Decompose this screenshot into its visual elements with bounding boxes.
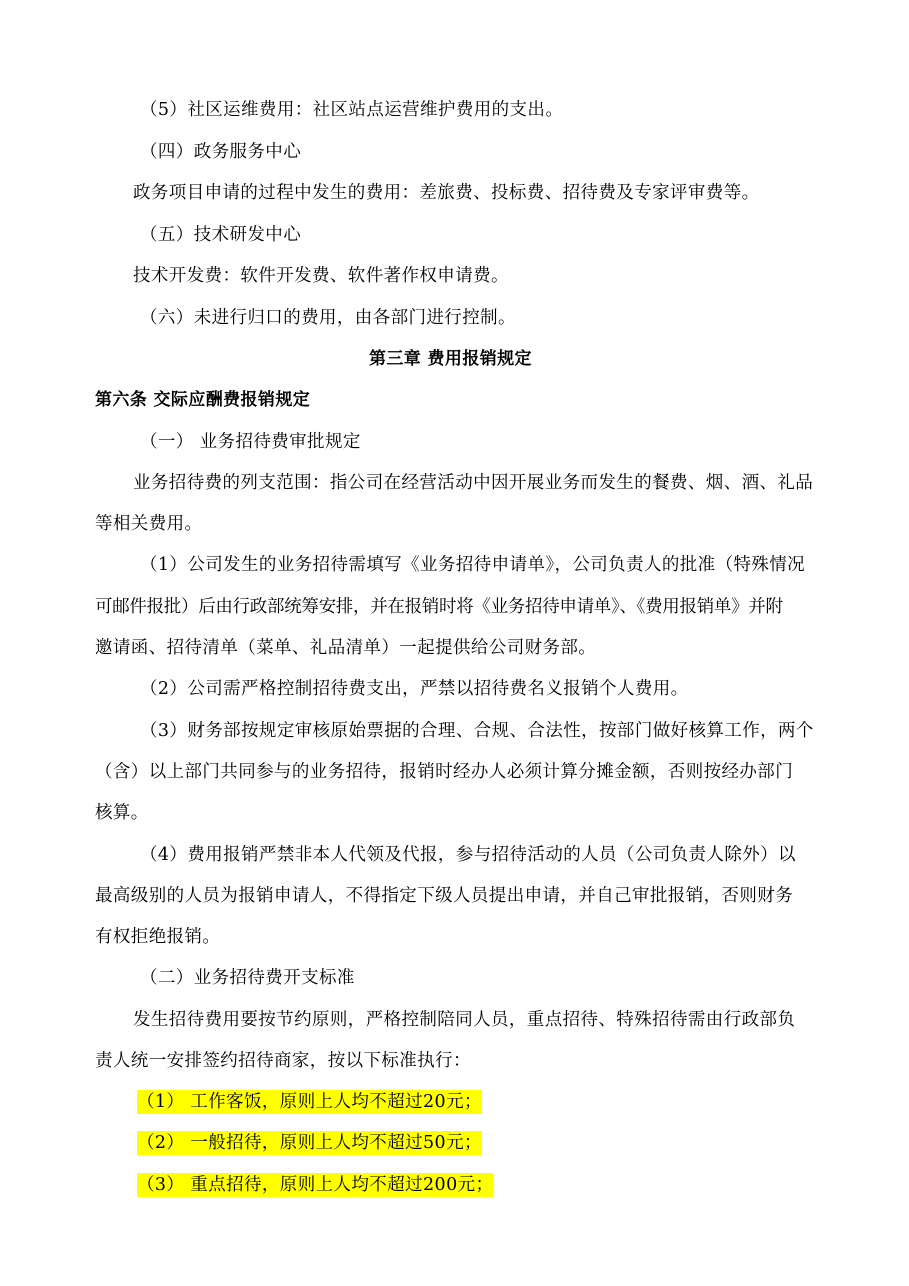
paragraph-tech-fees: 技术开发费：软件开发费、软件著作权申请费。 [133,266,509,286]
item-3-line1: （3）财务部按规定审核原始票据的合理、合规、合法性，按部门做好核算工作，两个 [140,721,814,741]
paragraph-standard-line1: 发生招待费用要按节约原则，严格控制陪同人员，重点招待、特殊招待需由行政部负 [133,1010,796,1030]
paragraph-scope-line1: 业务招待费的列支范围：指公司在经营活动中因开展业务而发生的餐费、烟、酒、礼品 [133,473,814,493]
subsection-1-heading: （一） 业务招待费审批规定 [140,432,361,452]
section-5-heading: （五）技术研发中心 [140,225,302,245]
item-1-line2: 可邮件报批）后由行政部统筹安排，并在报销时将《业务招待申请单》、《费用报销单》并附 [95,597,783,617]
item-3-line2: （含）以上部门共同参与的业务招待，报销时经办人必须计算分摊金额，否则按经办部门 [95,762,794,782]
chapter-title: 第三章 费用报销规定 [369,349,532,369]
standard-item-2-highlighted: （2） 一般招待，原则上人均不超过50元； [137,1133,482,1153]
item-5-community-ops: （5）社区运维费用：社区站点运营维护费用的支出。 [140,100,564,120]
item-4-line1: （4）费用报销严禁非本人代领及代报，参与招待活动的人员（公司负责人除外）以 [140,845,796,865]
item-2: （2）公司需严格控制招待费支出，严禁以招待费名义报销个人费用。 [140,679,689,699]
article-6-title: 第六条 交际应酬费报销规定 [95,390,311,410]
item-3-line3: 核算。 [95,803,149,823]
item-1-line3: 邀请函、招待清单（菜单、礼品清单）一起提供给公司财务部。 [95,638,597,658]
paragraph-standard-line2: 责人统一安排签约招待商家，按以下标准执行： [95,1051,471,1071]
item-1-line1: （1）公司发生的业务招待需填写《业务招待申请单》，公司负责人的批准（特殊情况 [140,555,806,575]
paragraph-scope-line2: 等相关费用。 [95,514,203,534]
item-4-line2: 最高级别的人员为报销申请人，不得指定下级人员提出申请，并自己审批报销，否则财务 [95,886,794,906]
paragraph-gov-fees: 政务项目申请的过程中发生的费用：差旅费、投标费、招待费及专家评审费等。 [133,183,760,203]
standard-item-1-highlighted: （1） 工作客饭，原则上人均不超过20元； [137,1092,482,1112]
item-4-line3: 有权拒绝报销。 [95,927,221,947]
section-4-heading: （四）政务服务中心 [140,142,302,162]
section-6-heading: （六）未进行归口的费用，由各部门进行控制。 [140,308,516,328]
standard-item-3-highlighted: （3） 重点招待，原则上人均不超过200元； [137,1175,494,1195]
subsection-2-heading: （二）业务招待费开支标准 [140,968,355,988]
